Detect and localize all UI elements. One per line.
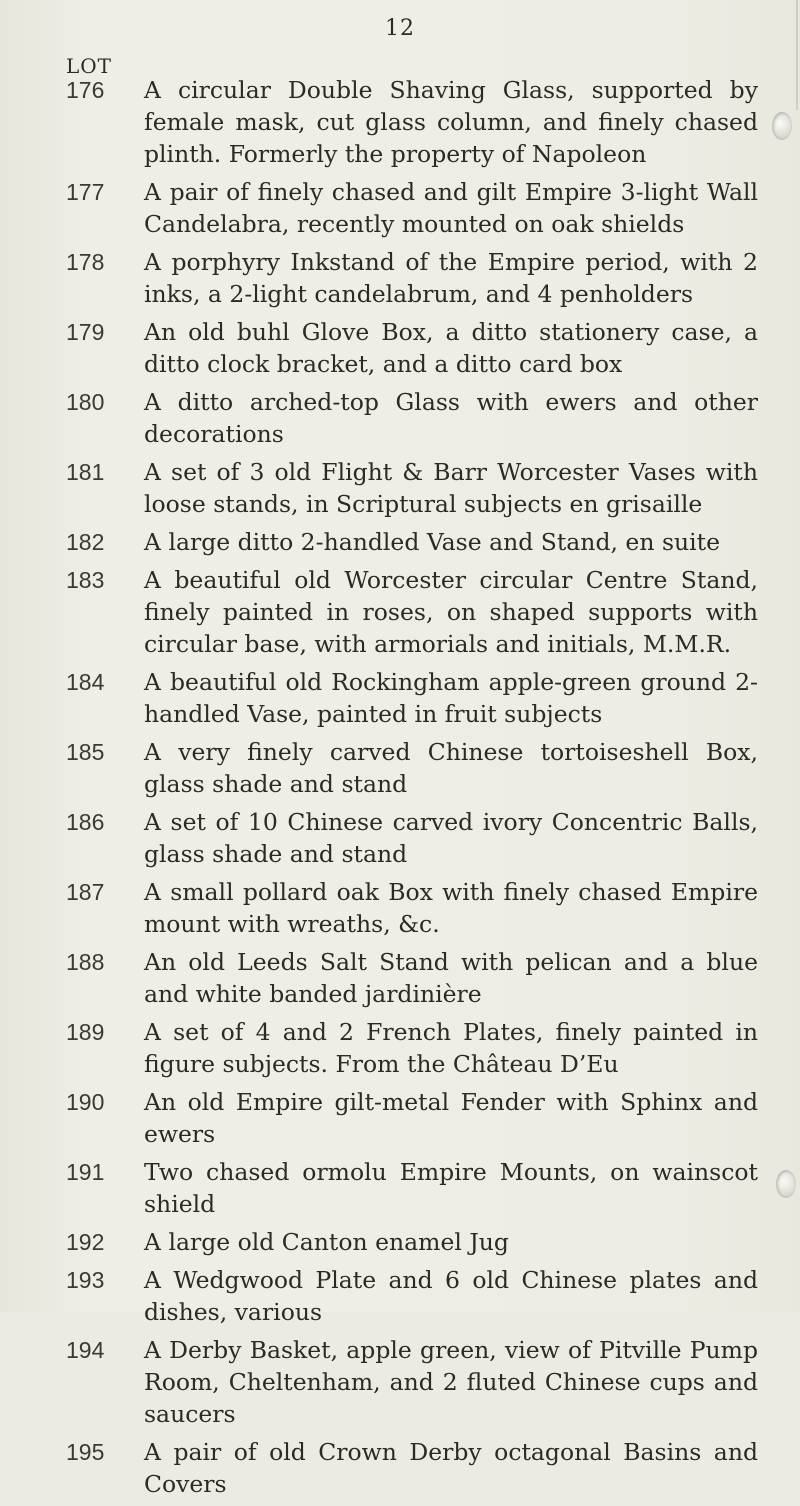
lot-description: A small pollard oak Box with finely chased Empire mount with wreaths, &c. (144, 878, 758, 938)
lot-number: 195 (66, 1439, 105, 1465)
lot-description: A very finely carved Chinese tortoiseshell Box, glass shade and stand (144, 738, 758, 798)
lot-description: A ditto arched-top Glass with ewers and other decorations (144, 388, 758, 448)
lot-description: A set of 4 and 2 French Plates, finely painted in figure subjects. From the Château D’Eu (144, 1018, 758, 1078)
lot-number: 190 (66, 1089, 105, 1115)
lot-entry (0, 1156, 800, 1220)
lot-entry (0, 666, 800, 730)
lot-description: An old Empire gilt-metal Fender with Sphinx and ewers (144, 1088, 758, 1148)
lot-description: A circular Double Shaving Glass, supported by female mask, cut glass column, and finely chased plinth. Formerly the property of Napoleon (144, 76, 758, 168)
lot-description: A large ditto 2-handled Vase and Stand, en suite (144, 528, 721, 556)
lot-entry (0, 1436, 800, 1500)
lot-entry (0, 806, 800, 870)
lot-entry (0, 946, 800, 1010)
lot-entry (0, 1086, 800, 1150)
lot-number: 186 (66, 809, 105, 835)
lot-number: 192 (66, 1229, 105, 1255)
lot-description: A large old Canton enamel Jug (144, 1228, 509, 1256)
lot-description: A set of 3 old Flight & Barr Worcester Vases with loose stands, in Scriptural subjects en grisaille (144, 458, 758, 518)
lot-number: 181 (66, 459, 105, 485)
lot-description: A Wedgwood Plate and 6 old Chinese plates and dishes, various (144, 1266, 758, 1326)
lot-description: A pair of old Crown Derby octagonal Basins and Covers (144, 1438, 758, 1498)
lot-number: 184 (66, 669, 105, 695)
lot-entry (0, 876, 800, 940)
lot-entry (0, 74, 800, 170)
lot-entry (0, 316, 800, 380)
lot-number: 193 (66, 1267, 105, 1293)
lot-entry (0, 1334, 800, 1430)
lot-number: 191 (66, 1159, 105, 1185)
lot-description: A porphyry Inkstand of the Empire period, with 2 inks, a 2-light candelabrum, and 4 penholders (144, 248, 758, 308)
lot-number: 194 (66, 1337, 105, 1363)
page-number: 12 (385, 16, 415, 41)
lot-list (0, 74, 800, 1506)
lot-number: 189 (66, 1019, 105, 1045)
lot-description: An old buhl Glove Box, a ditto stationery case, a ditto clock bracket, and a ditto card box (144, 318, 758, 378)
lot-entry (0, 526, 800, 558)
lot-entry (0, 1016, 800, 1080)
lot-description: A set of 10 Chinese carved ivory Concentric Balls, glass shade and stand (144, 808, 758, 868)
lot-column-heading: LOT (66, 54, 113, 78)
lot-number: 178 (66, 249, 105, 275)
lot-number: 179 (66, 319, 105, 345)
lot-entry (0, 1264, 800, 1328)
lot-entry (0, 456, 800, 520)
lot-entry (0, 176, 800, 240)
lot-number: 177 (66, 179, 105, 205)
lot-entry (0, 386, 800, 450)
lot-number: 176 (66, 77, 105, 103)
lot-description: Two chased ormolu Empire Mounts, on wainscot shield (144, 1158, 758, 1218)
lot-entry (0, 1226, 800, 1258)
lot-number: 187 (66, 879, 105, 905)
lot-number: 180 (66, 389, 105, 415)
lot-number: 188 (66, 949, 105, 975)
lot-description: A Derby Basket, apple green, view of Pitville Pump Room, Cheltenham, and 2 fluted Chinese cups and saucers (144, 1336, 758, 1428)
lot-entry (0, 736, 800, 800)
lot-description: A pair of finely chased and gilt Empire 3-light Wall Candelabra, recently mounted on oak shields (144, 178, 758, 238)
lot-number: 182 (66, 529, 105, 555)
lot-number: 185 (66, 739, 105, 765)
lot-description: A beautiful old Worcester circular Centre Stand, finely painted in roses, on shaped supports with circular base, with armorials and initials, M.M.R. (144, 566, 758, 658)
lot-description: A beautiful old Rockingham apple-green ground 2-handled Vase, painted in fruit subjects (144, 668, 758, 728)
lot-number: 183 (66, 567, 105, 593)
lot-entry (0, 564, 800, 660)
lot-description: An old Leeds Salt Stand with pelican and a blue and white banded jardinière (144, 948, 758, 1008)
lot-entry (0, 246, 800, 310)
